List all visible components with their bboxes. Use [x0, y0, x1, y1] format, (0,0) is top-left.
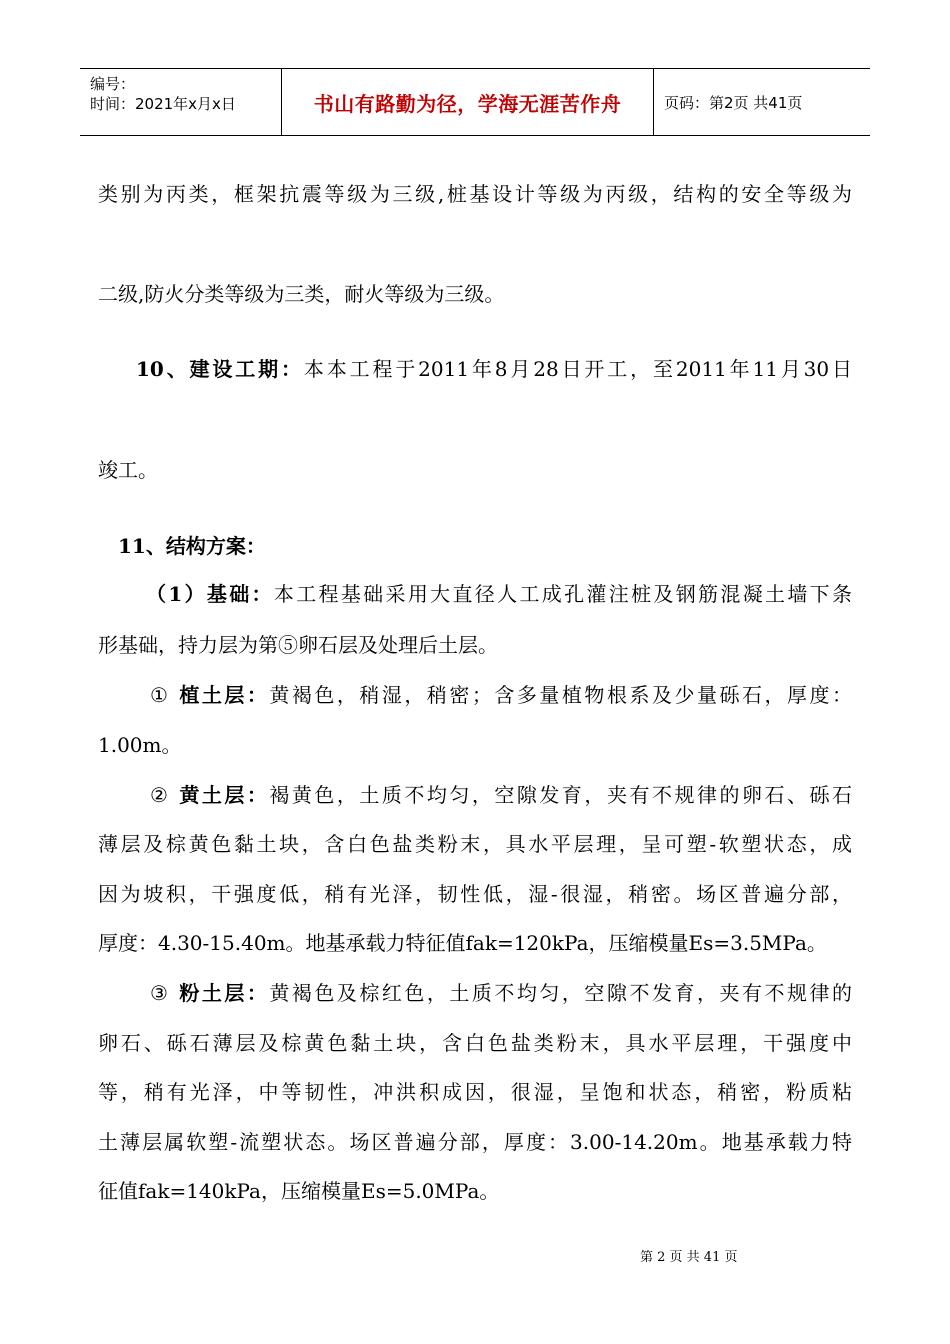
foundation-line [146, 580, 852, 608]
layer-2-heading: 黄土层： [179, 783, 270, 807]
body-line-2: 二级,防火分类等级为三类，耐火等级为三级。 [98, 282, 505, 306]
body-line-12: 因为坡积，干强度低，稍有光泽，韧性低，湿-很湿，稍密。场区普遍分部， [98, 882, 852, 906]
body-line-15: 卵石、砾石薄层及棕黄色黏土块，含白色盐类粉末，具水平层理，干强度中 [98, 1031, 852, 1055]
layer-3-number: ③ [150, 981, 180, 1005]
header-page-cell [654, 69, 870, 135]
body-line-1: 类别为丙类，框架抗震等级为三级,桩基设计等级为丙级，结构的安全等级为 [98, 182, 852, 206]
body-line-4: 竣工。 [98, 458, 158, 482]
motto: 书山有路勤为径，学海无涯苦作舟 [313, 91, 622, 116]
body-line-13: 厚度：4.30-15.40m。地基承载力特征值fak=120kPa，压缩模量Es=3.5MPa。 [98, 931, 827, 955]
layer-3-text: 黄褐色及棕红色，土质不均匀，空隙不发育，夹有不规律的 [269, 981, 853, 1005]
section-10-heading: 10、建设工期： [136, 357, 304, 381]
section-10-text: 本本工程于2011年8月28日开工，至2011年11月30日 [303, 357, 852, 381]
body-line-17: 土薄层属软塑-流塑状态。场区普遍分部，厚度：3.00-14.20m。地基承载力特 [98, 1130, 852, 1154]
time-label: 时间：2021年x月x日 [90, 95, 236, 113]
section-11-heading-text: 11、结构方案： [118, 534, 266, 558]
layer-3-heading: 粉土层： [179, 981, 270, 1005]
layer-3-line [150, 979, 852, 1007]
section-11-heading [118, 532, 872, 560]
body-line-16: 等，稍有光泽，中等韧性，冲洪积成因，很湿，呈饱和状态，稍密，粉质粘 [98, 1080, 852, 1104]
layer-1-line [150, 681, 852, 709]
header-motto-cell [282, 69, 654, 135]
body-line-11: 薄层及棕黄色黏土块，含白色盐类粉末，具水平层理，呈可塑-软塑状态，成 [98, 832, 852, 856]
layer-1-number: ① [150, 683, 180, 707]
layer-2-line [150, 781, 852, 809]
foundation-text: 本工程基础采用大直径人工成孔灌注桩及钢筋混凝土墙下条 [273, 582, 853, 606]
section-10-line [136, 355, 852, 383]
page-header [80, 68, 870, 136]
layer-1-heading: 植土层： [179, 683, 270, 707]
header-left-cell [80, 69, 282, 135]
body-line-9: 1.00m。 [98, 733, 182, 757]
body-line-18: 征值fak=140kPa，压缩模量Es=5.0MPa。 [98, 1179, 500, 1203]
body-line-7: 形基础，持力层为第⑤卵石层及处理后土层。 [98, 633, 498, 657]
footer-page-number: 第 2 页 共 41 页 [640, 1250, 738, 1265]
foundation-heading: （1）基础： [146, 582, 274, 606]
layer-2-text: 褐黄色，土质不均匀，空隙发育，夹有不规律的卵石、砾石 [269, 783, 853, 807]
header-page-label: 页码：第2页 共41页 [664, 93, 803, 112]
layer-1-text: 黄褐色，稍湿，稍密；含多量植物根系及少量砾石，厚度： [269, 683, 853, 707]
number-label: 编号： [90, 75, 136, 93]
layer-2-number: ② [150, 783, 180, 807]
